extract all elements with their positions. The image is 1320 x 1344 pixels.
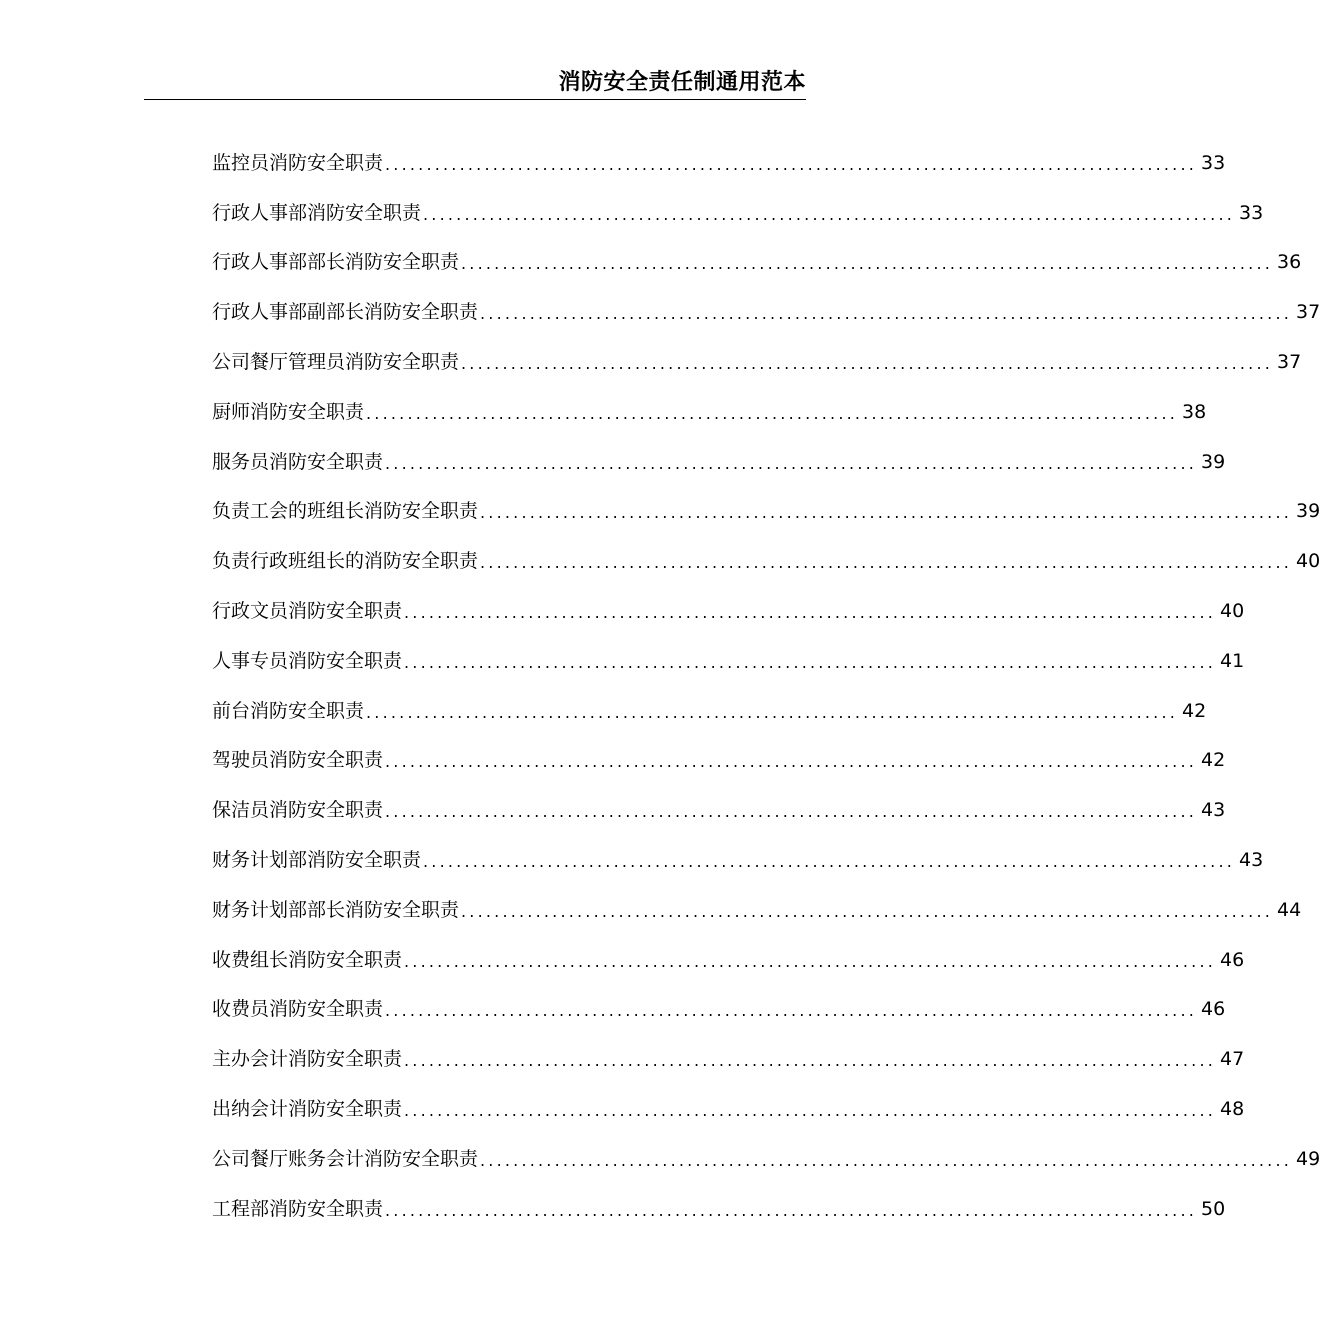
toc-page-number: 44	[1277, 898, 1302, 921]
toc-entry[interactable]	[212, 188, 1264, 238]
dot-leader: ..................................................................................................	[385, 1001, 1198, 1021]
toc-page-number: 42	[1201, 749, 1226, 772]
dot-leader: ..................................................................................................	[404, 652, 1217, 672]
toc-entry-title: 行政文员消防安全职责	[212, 600, 403, 623]
toc-entry-title: 财务计划部消防安全职责	[212, 849, 422, 872]
dot-leader: ..................................................................................................	[404, 1051, 1217, 1071]
toc-page-number: 38	[1182, 400, 1207, 423]
toc-page-number: 39	[1201, 450, 1226, 473]
toc-page-number: 40	[1296, 550, 1320, 573]
dot-leader: ..................................................................................................	[480, 553, 1293, 573]
toc-page-number: 50	[1201, 1197, 1226, 1220]
dot-leader: ..................................................................................................	[404, 1101, 1217, 1121]
toc-entry-title: 服务员消防安全职责	[212, 450, 384, 473]
dot-leader: ..................................................................................................	[461, 254, 1274, 274]
dot-leader: ..................................................................................................	[385, 752, 1198, 772]
toc-entry[interactable]	[212, 586, 1245, 636]
toc-page-number: 33	[1201, 151, 1226, 174]
toc-entry[interactable]	[212, 636, 1245, 686]
toc-entry[interactable]	[212, 1134, 1320, 1184]
toc-entry-title: 负责行政班组长的消防安全职责	[212, 550, 479, 573]
toc-entry-title: 公司餐厅管理员消防安全职责	[212, 351, 460, 374]
dot-leader: ..................................................................................................	[480, 304, 1293, 324]
toc-entry-title: 主办会计消防安全职责	[212, 1048, 403, 1071]
toc-entry[interactable]	[212, 1034, 1245, 1084]
toc-entry-title: 负责工会的班组长消防安全职责	[212, 500, 479, 523]
toc-entry-title: 出纳会计消防安全职责	[212, 1098, 403, 1121]
dot-leader: ..................................................................................................	[480, 503, 1293, 523]
toc-page-number: 40	[1220, 600, 1245, 623]
toc-entry-title: 保洁员消防安全职责	[212, 799, 384, 822]
dot-leader: ..................................................................................................	[404, 951, 1217, 971]
toc-page-number: 46	[1201, 998, 1226, 1021]
toc-entry[interactable]	[212, 138, 1226, 188]
toc-page-number: 36	[1277, 251, 1302, 274]
toc-entry[interactable]	[212, 885, 1302, 935]
toc-page-number: 33	[1239, 201, 1264, 224]
toc-entry[interactable]	[212, 238, 1302, 288]
toc-entry-title: 人事专员消防安全职责	[212, 649, 403, 672]
toc-entry[interactable]	[212, 487, 1320, 537]
toc-entry-title: 驾驶员消防安全职责	[212, 749, 384, 772]
dot-leader: ..................................................................................................	[385, 154, 1198, 174]
dot-leader: ..................................................................................................	[404, 603, 1217, 623]
toc-page-number: 49	[1296, 1147, 1320, 1170]
toc-entry[interactable]	[212, 287, 1320, 337]
toc-page-number: 46	[1220, 948, 1245, 971]
toc-entry-title: 收费组长消防安全职责	[212, 948, 403, 971]
toc-entry-title: 行政人事部部长消防安全职责	[212, 251, 460, 274]
toc-entry[interactable]	[212, 1184, 1226, 1234]
table-of-contents	[212, 138, 1320, 1234]
dot-leader: ..................................................................................................	[385, 453, 1198, 473]
dot-leader: ..................................................................................................	[366, 403, 1179, 423]
toc-entry[interactable]	[212, 785, 1226, 835]
dot-leader: ..................................................................................................	[461, 354, 1274, 374]
toc-entry-title: 前台消防安全职责	[212, 699, 365, 722]
toc-entry[interactable]	[212, 437, 1226, 487]
toc-entry-title: 行政人事部消防安全职责	[212, 201, 422, 224]
toc-entry[interactable]	[212, 1084, 1245, 1134]
toc-entry[interactable]	[212, 935, 1245, 985]
dot-leader: ..................................................................................................	[366, 702, 1179, 722]
toc-entry-title: 工程部消防安全职责	[212, 1197, 384, 1220]
toc-entry[interactable]	[212, 536, 1320, 586]
toc-page-number: 42	[1182, 699, 1207, 722]
document-title: 消防安全责任制通用范本	[558, 70, 806, 95]
toc-page-number: 39	[1296, 500, 1320, 523]
toc-entry[interactable]	[212, 985, 1226, 1035]
toc-entry[interactable]	[212, 686, 1207, 736]
toc-page-number: 41	[1220, 649, 1245, 672]
toc-page-number: 37	[1277, 351, 1302, 374]
dot-leader: ..................................................................................................	[480, 1150, 1293, 1170]
dot-leader: ..................................................................................................	[385, 802, 1198, 822]
toc-page-number: 37	[1296, 301, 1320, 324]
dot-leader: ..................................................................................................	[461, 901, 1274, 921]
toc-page-number: 43	[1239, 849, 1264, 872]
toc-page-number: 43	[1201, 799, 1226, 822]
toc-page-number: 47	[1220, 1048, 1245, 1071]
toc-entry[interactable]	[212, 736, 1226, 786]
toc-entry[interactable]	[212, 835, 1264, 885]
dot-leader: ..................................................................................................	[423, 204, 1236, 224]
toc-entry[interactable]	[212, 387, 1207, 437]
toc-entry-title: 监控员消防安全职责	[212, 151, 384, 174]
toc-entry[interactable]	[212, 337, 1302, 387]
toc-entry-title: 收费员消防安全职责	[212, 998, 384, 1021]
toc-page-number: 48	[1220, 1098, 1245, 1121]
page-header	[144, 70, 806, 100]
toc-entry-title: 财务计划部部长消防安全职责	[212, 898, 460, 921]
dot-leader: ..................................................................................................	[423, 852, 1236, 872]
dot-leader: ..................................................................................................	[385, 1200, 1198, 1220]
toc-entry-title: 厨师消防安全职责	[212, 400, 365, 423]
toc-entry-title: 行政人事部副部长消防安全职责	[212, 301, 479, 324]
toc-entry-title: 公司餐厅账务会计消防安全职责	[212, 1147, 479, 1170]
